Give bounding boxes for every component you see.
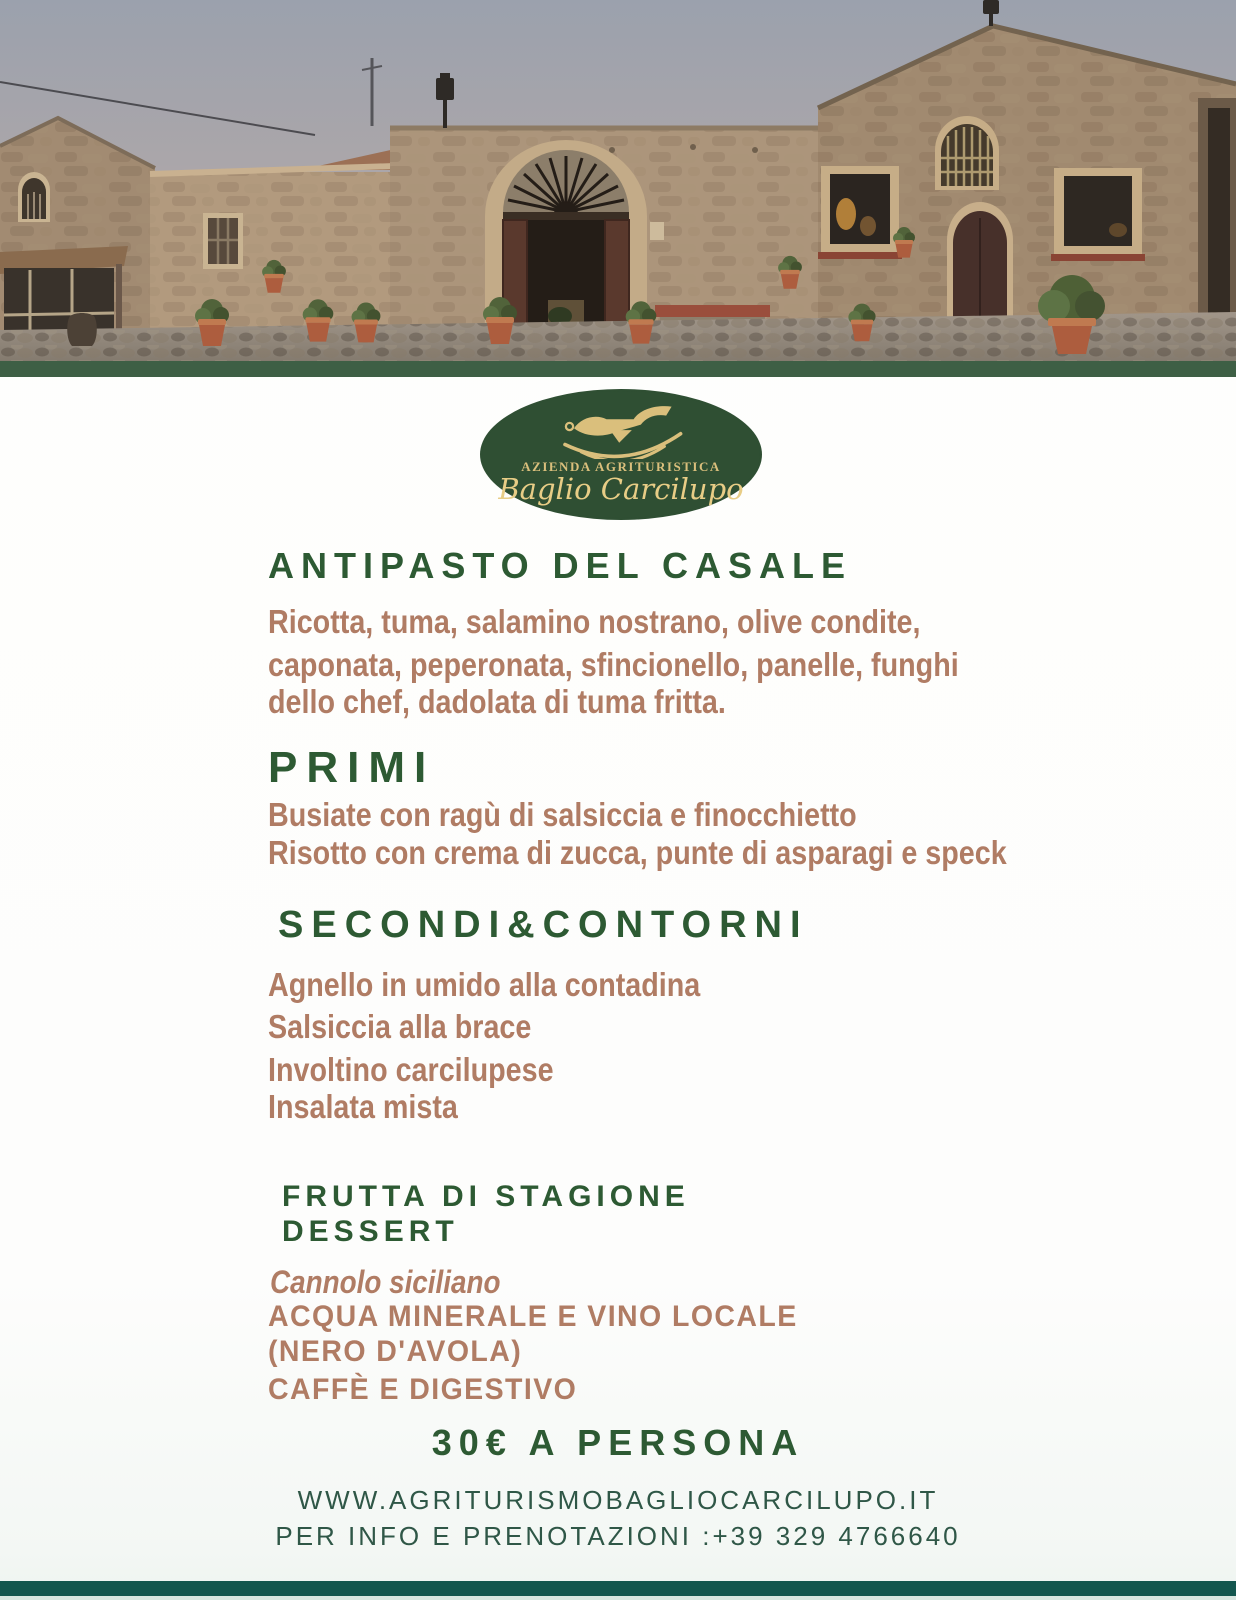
plough-icon: [546, 403, 696, 459]
menu-item: Ricotta, tuma, salamino nostrano, olive condite,: [268, 603, 921, 640]
menu-item-dessert: Cannolo siciliano: [270, 1264, 501, 1300]
price-per-person: 30€ A PERSONA: [431, 1422, 805, 1463]
section-heading-primi: PRIMI: [268, 743, 436, 792]
logo-title: Baglio Carcilupo: [498, 472, 744, 507]
lantern: [436, 78, 454, 100]
menu-item: Busiate con ragù di salsiccia e finocchietto: [268, 796, 857, 833]
menu-item: CAFFÈ E DIGESTIVO: [268, 1373, 578, 1406]
menu-item: (NERO D'AVOLA): [268, 1335, 523, 1368]
farmhouse-photo: [0, 0, 1236, 363]
farmhouse-illustration: [0, 0, 1236, 363]
plaque: [650, 222, 664, 240]
clay-jar: [67, 313, 97, 346]
gable-lantern: [983, 0, 999, 14]
menu-item: dello chef, dadolata di tuma fritta.: [268, 683, 726, 720]
menu-item: caponata, peperonata, sfincionello, panelle, funghi: [268, 646, 959, 683]
section-heading-antipasto: ANTIPASTO DEL CASALE: [268, 545, 853, 586]
menu-item: Insalata mista: [268, 1088, 458, 1125]
top-divider-bar: [0, 361, 1236, 377]
menu-item: ACQUA MINERALE E VINO LOCALE: [268, 1300, 798, 1333]
website-text: WWW.AGRITURISMOBAGLIOCARCILUPO.IT: [297, 1485, 939, 1515]
logo-subtitle: AZIENDA AGRITURISTICA: [521, 459, 721, 475]
menu-item: Risotto con crema di zucca, punte di asparagi e speck: [268, 834, 1007, 871]
bottom-edge-strip: [0, 1596, 1236, 1600]
section-heading-frutta: FRUTTA DI STAGIONE: [282, 1180, 690, 1213]
booking-info-text: PER INFO E PRENOTAZIONI :+39 329 4766640: [275, 1521, 961, 1551]
section-heading-secondi: SECONDI&CONTORNI: [278, 904, 809, 946]
open-door-right: [605, 220, 629, 333]
menu-item: Salsiccia alla brace: [268, 1008, 532, 1045]
menu-item: Involtino carcilupese: [268, 1051, 554, 1088]
menu-item: Agnello in umido alla contadina: [268, 966, 701, 1003]
logo-badge: [482, 391, 760, 518]
bench: [655, 305, 770, 317]
section-heading-dessert: DESSERT: [282, 1215, 459, 1248]
bottom-divider-bar: [0, 1581, 1236, 1596]
